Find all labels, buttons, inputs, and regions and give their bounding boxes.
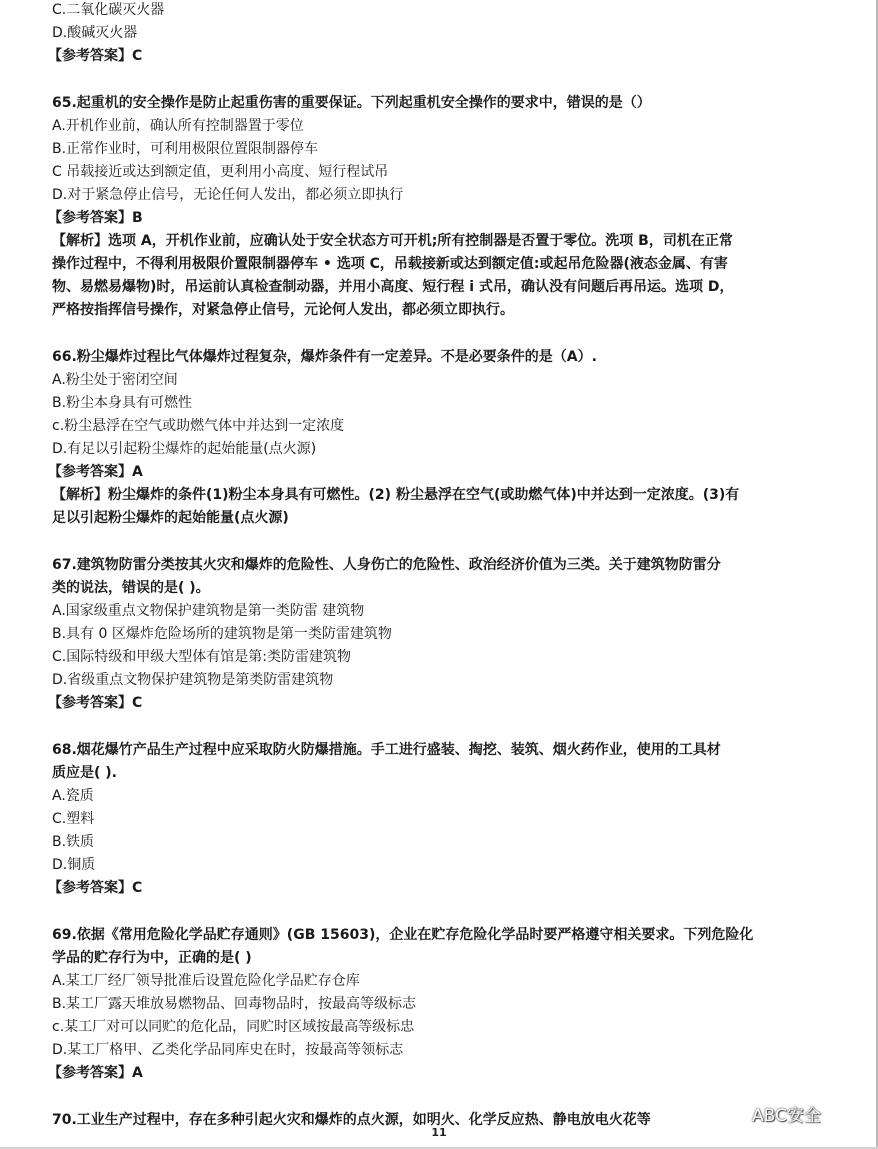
- analysis-line: 严格按指挥信号操作，对紧急停止信号，元论何人发出，都必须立即执行。: [52, 302, 514, 318]
- option-line: D.省级重点文物保护建筑物是第类防雷建筑物: [52, 672, 334, 688]
- analysis-line: 足以引起粉尘爆炸的起始能量(点火源): [52, 510, 289, 526]
- option-line: D.酸碱灭火器: [52, 25, 138, 41]
- wechat-icon: [724, 1104, 748, 1122]
- question-67-title: 类的说法，错误的是( )。: [52, 580, 210, 596]
- option-line: C.塑料: [52, 811, 95, 827]
- analysis-line: 【解析】粉尘爆炸的条件(1)粉尘本身具有可燃性。(2) 粉尘悬浮在空气(或助燃气体)中并达到一定浓度。(3)有: [52, 487, 740, 503]
- question-65-title: 65.起重机的安全操作是防止起重伤害的重要保证。下列起重机安全操作的要求中，错误的是（）: [52, 95, 651, 111]
- option-line: B.某工厂露天堆放易燃物品、回毒物品时，按最高等级标志: [52, 996, 417, 1012]
- option-line: A.某工厂经厂领导批准后设置危险化学品贮存仓库: [52, 973, 360, 989]
- analysis-line: 物、易燃易爆物)时，吊运前认真检查制动器，并用小高度、短行程 i 式吊，确认没有问题后再吊运。选项 D，: [52, 279, 734, 295]
- option-line: c.粉尘悬浮在空气或助燃气体中并达到一定浓度: [52, 418, 345, 434]
- option-line: C 吊载接近或达到额定值，更利用小高度、短行程试吊: [52, 164, 389, 180]
- option-line: A.瓷质: [52, 788, 94, 804]
- question-67-title: 67.建筑物防雷分类按其火灾和爆炸的危险性、人身伤亡的危险性、政治经济价值为三类。关于建筑物防雷分: [52, 557, 721, 573]
- question-69-title: 69.依据《常用危险化学品贮存通则》(GB 15603)，企业在贮存危险化学品时要严格遵守相关要求。下列危险化: [52, 927, 754, 943]
- option-line: C.二氧化碳灭火器: [52, 2, 165, 18]
- question-69-title: 学品的贮存行为中，正确的是( ): [52, 950, 252, 966]
- answer-line: 【参考答案】B: [48, 210, 143, 226]
- question-66-title: 66.粉尘爆炸过程比气体爆炸过程复杂，爆炸条件有一定差异。不是必要条件的是（A）.: [52, 349, 597, 365]
- option-line: A.粉尘处于密闭空间: [52, 372, 178, 388]
- answer-line: 【参考答案】A: [48, 1065, 143, 1081]
- page-number: 11: [431, 1126, 447, 1139]
- option-line: B.正常作业时，可利用极限位置限制器停车: [52, 141, 319, 157]
- option-line: A.国家级重点文物保护建筑物是第一类防雷 建筑物: [52, 603, 365, 619]
- question-68-title: 68.烟花爆竹产品生产过程中应采取防火防爆措施。手工进行盛装、掏挖、装筑、烟火药作业，使用的工具材: [52, 742, 721, 758]
- analysis-line: 【解析】选项 A，开机作业前，应确认处于安全状态方可开机;所有控制器是否置于零位。洗项 B，司机在正常: [52, 233, 733, 249]
- option-line: D.有足以引起粉尘爆炸的起始能量(点火源): [52, 441, 317, 457]
- analysis-line: 操作过程中，不得利用极限价置限制器停车 • 选项 C，吊载接新或达到额定值:或起吊危险器(液态金属、有害: [52, 256, 728, 272]
- document-body: [48, 0, 830, 1132]
- answer-line: 【参考答案】C: [48, 48, 143, 64]
- option-line: C.国际特级和甲级大型体有馆是第:类防雷建筑物: [52, 649, 351, 665]
- option-line: D.铜质: [52, 857, 96, 873]
- answer-line: 【参考答案】A: [48, 464, 143, 480]
- watermark: [724, 1101, 821, 1125]
- question-70-title: 70.工业生产过程中，存在多种引起火灾和爆炸的点火源，如明火、化学反应热、静电放电火花等: [52, 1112, 651, 1128]
- option-line: A.开机作业前，确认所有控制器置于零位: [52, 118, 304, 134]
- option-line: c.某工厂对可以同贮的危化品，同贮时区域按最高等级标忠: [52, 1019, 415, 1035]
- option-line: B.铁质: [52, 834, 95, 850]
- watermark-text: ABC安全: [752, 1105, 821, 1126]
- option-line: D.对于紧急停止信号，无论任何人发出，都必须立即执行: [52, 187, 404, 203]
- answer-line: 【参考答案】C: [48, 880, 143, 896]
- answer-line: 【参考答案】C: [48, 695, 143, 711]
- question-68-title: 质应是( ).: [52, 765, 117, 781]
- option-line: B.具有 0 区爆炸危险场所的建筑物是第一类防雷建筑物: [52, 626, 392, 642]
- option-line: D.某工厂格甲、乙类化学品同库史在时，按最高等领标志: [52, 1042, 404, 1058]
- option-line: B.粉尘本身具有可燃性: [52, 395, 193, 411]
